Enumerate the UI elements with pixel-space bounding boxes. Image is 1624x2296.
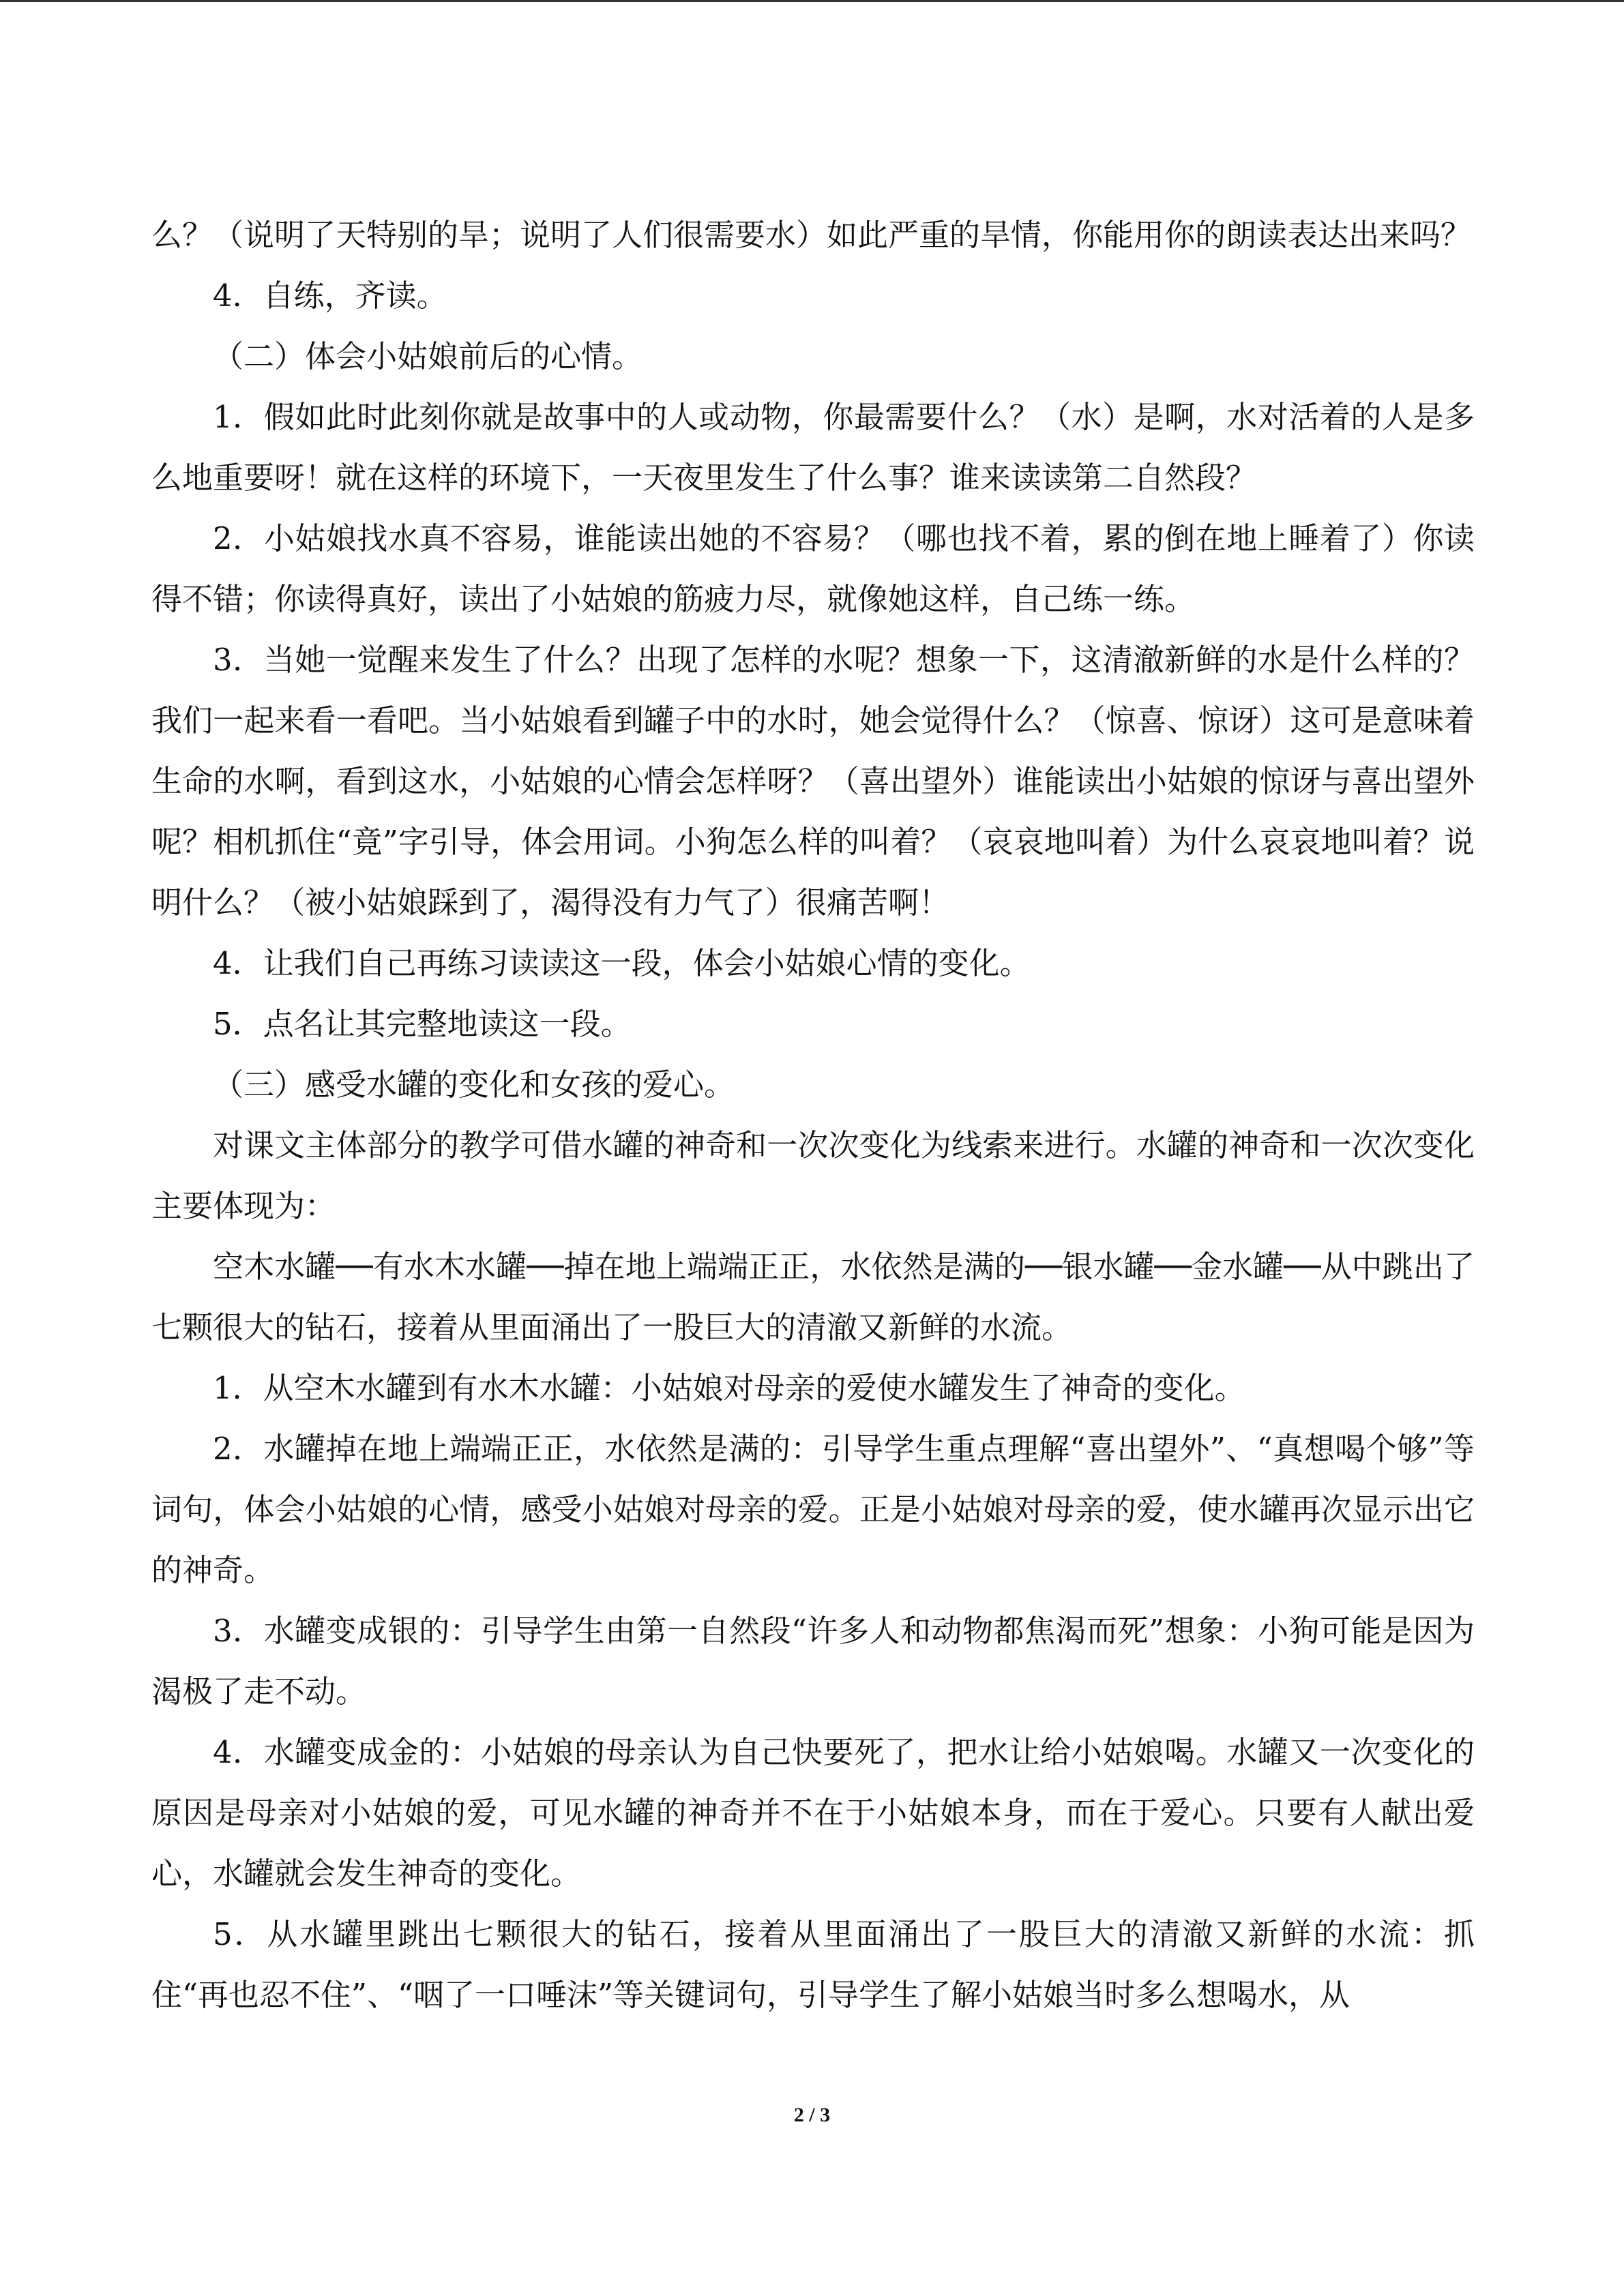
paragraph-change-1: 1．从空木水罐到有水木水罐：小姑娘对母亲的爱使水罐发生了神奇的变化。 [213,1370,1245,1406]
paragraph-teaching-intro: 对课文主体部分的教学可借水罐的神奇和一次次变化为线索来进行。水罐的神奇和一次次变化主要体现为： [151,1127,1475,1224]
paragraph-item-3: 3．当她一觉醒来发生了什么？出现了怎样的水呢？想象一下，这清澈新鲜的水是什么样的？我们一起来看一看吧。当小姑娘看到罐子中的水时，她会觉得什么？（惊喜、惊讶）这可是意味着生命的水啊，看到这水，小姑娘的心情会怎样呀？（喜出望外）谁能读出小姑娘的惊讶与喜出望外呢？相机抓住“竟”字引导，体会用词。小狗怎么样的叫着？（哀哀地叫着）为什么哀哀地叫着？说明什么？（被小姑娘踩到了，渴得没有力气了）很痛苦啊！ [151,642,1475,921]
section-heading-3: （三）感受水罐的变化和女孩的爱心。 [213,1067,735,1103]
paragraph-change-4: 4．水罐变成金的：小姑娘的母亲认为自己快要死了，把水让给小姑娘喝。水罐又一次变化的原因是母亲对小姑娘的爱，可见水罐的神奇并不在于小姑娘本身，而在于爱心。只要有人献出爱心，水罐就会发生神奇的变化。 [151,1734,1475,1892]
paragraph-change-2: 2．水罐掉在地上端端正正，水依然是满的：引导学生重点理解“喜出望外”、“真想喝个够”等词句，体会小姑娘的心情，感受小姑娘对母亲的爱。正是小姑娘对母亲的爱，使水罐再次显示出它的神奇。 [151,1431,1475,1588]
section-heading-2: （二）体会小姑娘前后的心情。 [213,338,643,374]
paragraph-continuation: 么？（说明了天特别的旱；说明了人们很需要水）如此严重的旱情，你能用你的朗读表达出来吗？ [151,217,1472,253]
paragraph-step-4-practice: 4．自练，齐读。 [213,278,447,314]
paragraph-item-5: 5．点名让其完整地读这一段。 [213,1006,632,1042]
paragraph-change-sequence: 空木水罐──有水木水罐──掉在地上端端正正，水依然是满的──银水罐──金水罐──从中跳出了七颗很大的钻石，接着从里面涌出了一股巨大的清澈又新鲜的水流。 [151,1249,1475,1345]
top-border-line [0,0,1624,2]
paragraph-change-3: 3．水罐变成银的：引导学生由第一自然段“许多人和动物都焦渴而死”想象：小狗可能是因为渴极了走不动。 [151,1613,1475,1710]
paragraph-item-2: 2．小姑娘找水真不容易，谁能读出她的不容易？（哪也找不着，累的倒在地上睡着了）你读得不错；你读得真好，读出了小姑娘的筋疲力尽，就像她这样，自己练一练。 [151,520,1475,617]
page-number: 2 / 3 [793,2104,831,2126]
paragraph-change-5: 5．从水罐里跳出七颗很大的钻石，接着从里面涌出了一股巨大的清澈又新鲜的水流：抓住“再也忍不住”、“咽了一口唾沫”等关键词句，引导学生了解小姑娘当时多么想喝水，从 [151,1916,1475,2013]
paragraph-item-4: 4．让我们自己再练习读读这一段，体会小姑娘心情的变化。 [213,945,1031,981]
paragraph-item-1: 1．假如此时此刻你就是故事中的人或动物，你最需要什么？（水）是啊，水对活着的人是多么地重要呀！就在这样的环境下，一天夜里发生了什么事？谁来读读第二自然段？ [151,399,1475,496]
document-body [151,205,1475,2025]
